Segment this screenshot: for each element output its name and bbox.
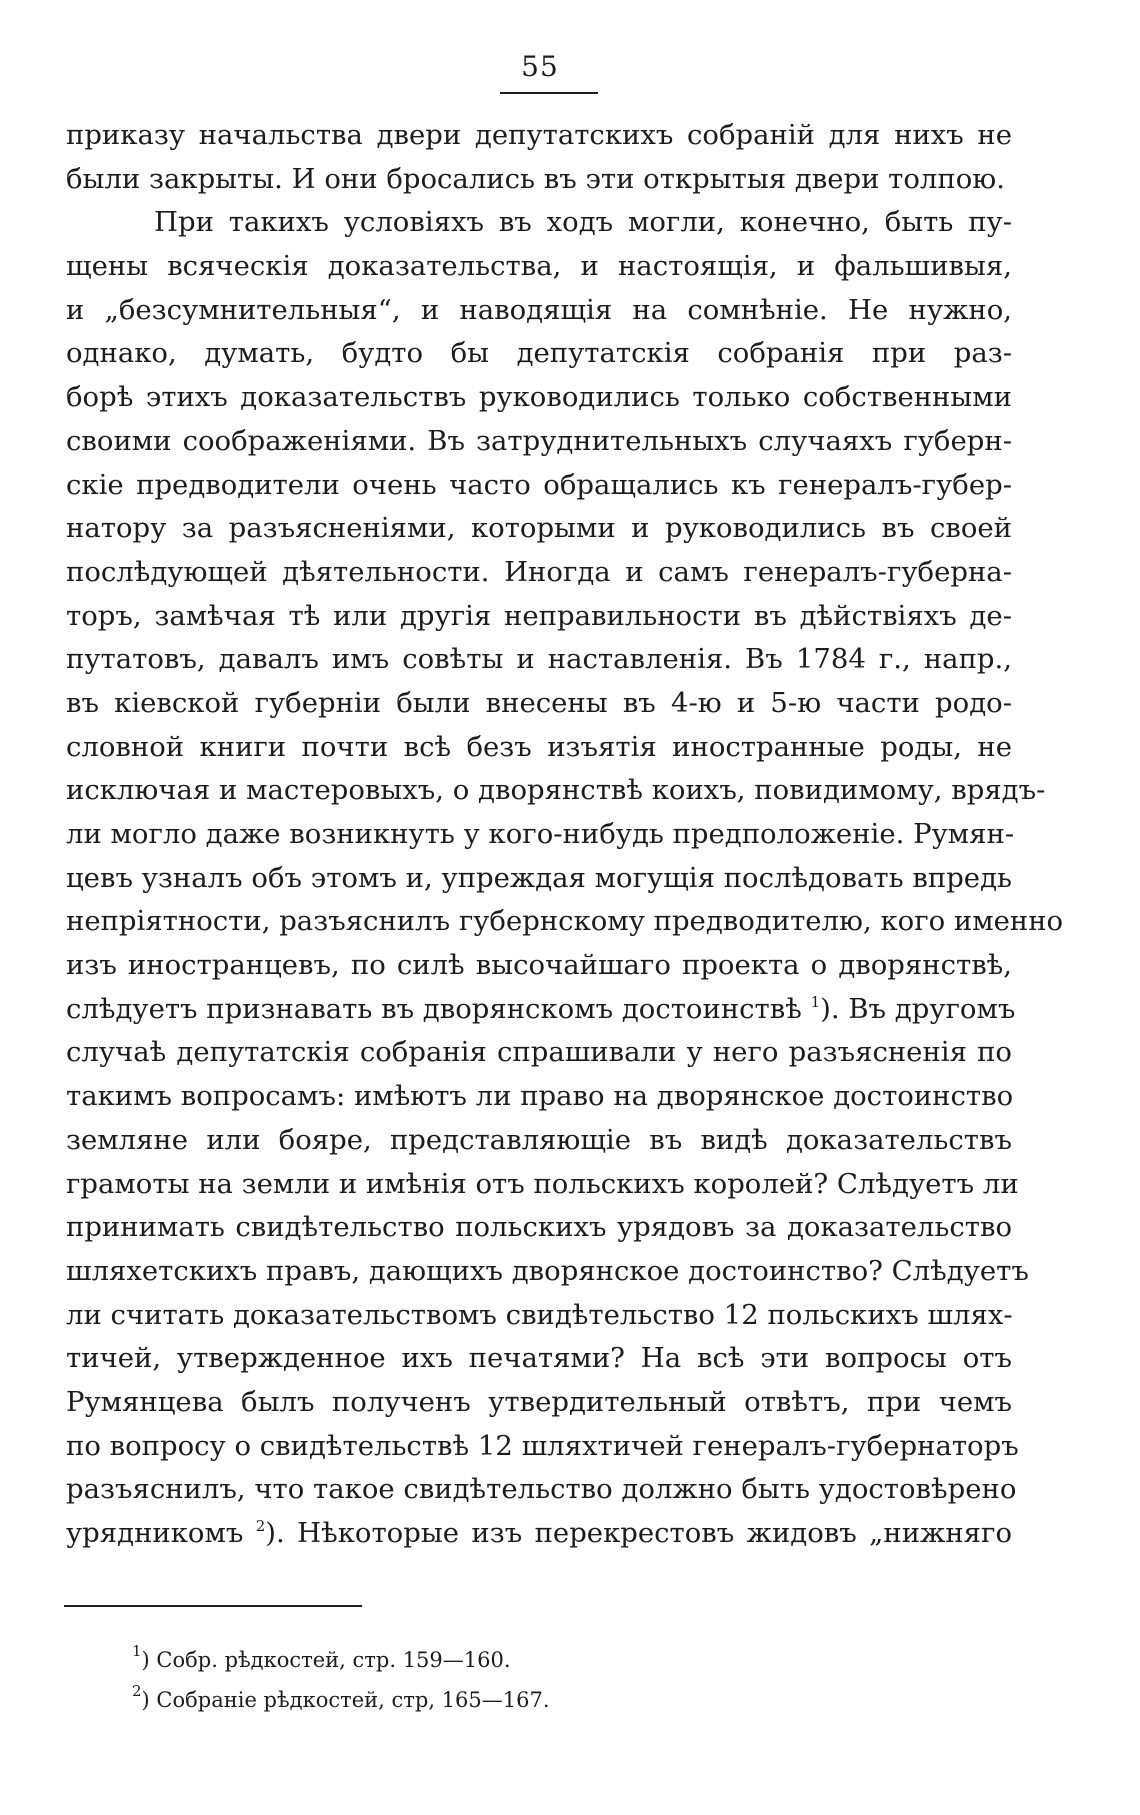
text-line: щены всяческія доказательства, и настоящія, и фальшивыя, — [66, 250, 1012, 283]
text-line: Румянцева былъ полученъ утвердительный отвѣтъ, при чемъ — [66, 1385, 1012, 1418]
text-line: путатовъ, давалъ имъ совѣты и наставленія. Въ 1784 г., напр., — [66, 643, 1012, 676]
text-line: въ кіевской губерніи были внесены въ 4-ю и 5-ю части родо- — [66, 686, 1012, 719]
text-line: разъяснилъ, что такое свидѣтельство должно быть удостовѣрено — [66, 1473, 1017, 1506]
text-line: натору за разъясненіями, которыми и руководились въ своей — [66, 512, 1012, 545]
text-line: принимать свидѣтельство польскихъ урядовъ за доказательство — [66, 1211, 1012, 1244]
text-line: были закрыты. И они бросались въ эти открытыя двери толпою. — [66, 162, 1005, 195]
text-segment: слѣдуетъ признавать въ дворянскомъ достоинствѣ — [66, 992, 811, 1025]
text-line: грамоты на земли и имѣнія отъ польскихъ королей? Слѣдуетъ ли — [66, 1167, 1019, 1200]
footnote-marker: 1 — [810, 992, 821, 1011]
text-line: и „безсумнительныя“, и наводящія на сомнѣніе. Не нужно, — [66, 293, 1012, 326]
text-line: торъ, замѣчая тѣ или другія неправильности въ дѣйствіяхъ де- — [66, 599, 1012, 632]
body-text — [66, 114, 1064, 1556]
text-line: скіе предводители очень часто обращались къ генералъ-губер- — [66, 468, 1012, 501]
text-line: своими соображеніями. Въ затруднительныхъ случаяхъ губерн- — [66, 424, 1012, 457]
text-line: такимъ вопросамъ: имѣютъ ли право на дворянское достоинство — [66, 1080, 1014, 1113]
text-line: изъ иностранцевъ, по силѣ высочайшаго проекта о дворянствѣ, — [66, 949, 1012, 982]
text-line: борѣ этихъ доказательствъ руководились только собственными — [66, 381, 1012, 414]
footnote — [132, 1640, 550, 1680]
text-segment: урядникомъ — [66, 1517, 256, 1549]
text-line: словной книги почти всѣ безъ изъятія иностранные роды, не — [66, 730, 1012, 763]
text-line: приказу начальства двери депутатскихъ собраній для нихъ не — [66, 119, 1012, 151]
text-segment: ). Въ другомъ — [820, 992, 1016, 1025]
text-line — [66, 988, 1016, 1032]
text-line: цевъ узналъ объ этомъ и, упреждая могущія послѣдовать впредь — [66, 861, 1012, 894]
text-line — [66, 1512, 1012, 1556]
text-line: земляне или бояре, представляющіе въ видѣ доказательствъ — [66, 1123, 1012, 1156]
text-line: ли считать доказательствомъ свидѣтельство 12 польскихъ шлях- — [66, 1298, 1013, 1331]
page-number-underline — [500, 92, 598, 94]
footnote-text: ) Собраніе рѣдкостей, стр, 165—167. — [141, 1688, 550, 1712]
footnote-number: 2 — [132, 1682, 142, 1700]
text-line: шляхетскихъ правъ, дающихъ дворянское достоинство? Слѣдуетъ — [66, 1254, 1029, 1287]
text-line: исключая и мастеровыхъ, о дворянствѣ коихъ, повидимому, врядъ- — [66, 774, 1046, 807]
footnote-number: 1 — [132, 1642, 142, 1660]
text-line: При такихъ условіяхъ въ ходъ могли, конечно, быть пу- — [154, 206, 1012, 239]
footnote-text: ) Собр. рѣдкостей, стр. 159—160. — [141, 1648, 511, 1672]
text-line: непріятности, разъяснилъ губернскому предводителю, кого именно — [66, 905, 1064, 938]
text-segment: ). Нѣкоторые изъ перекрестовъ жидовъ „нижняго — [265, 1517, 1012, 1549]
footnote-marker: 2 — [255, 1517, 266, 1535]
footnote-separator — [64, 1605, 362, 1607]
footnote — [132, 1680, 550, 1720]
page-number: 55 — [521, 50, 559, 83]
text-line: однако, думать, будто бы депутатскія собранія при раз- — [66, 337, 1012, 370]
footnotes — [132, 1640, 550, 1720]
text-line: тичей, утвержденное ихъ печатями? На всѣ эти вопросы отъ — [66, 1342, 1012, 1375]
text-line: по вопросу о свидѣтельствѣ 12 шляхтичей генералъ-губернаторъ — [66, 1429, 1019, 1462]
text-line: ли могло даже возникнуть у кого-нибудь предположеніе. Румян- — [66, 818, 1015, 850]
text-line: случаѣ депутатскія собранія спрашивали у него разъясненія по — [66, 1036, 1012, 1069]
text-line: послѣдующей дѣятельности. Иногда и самъ генералъ-губерна- — [66, 555, 1012, 588]
